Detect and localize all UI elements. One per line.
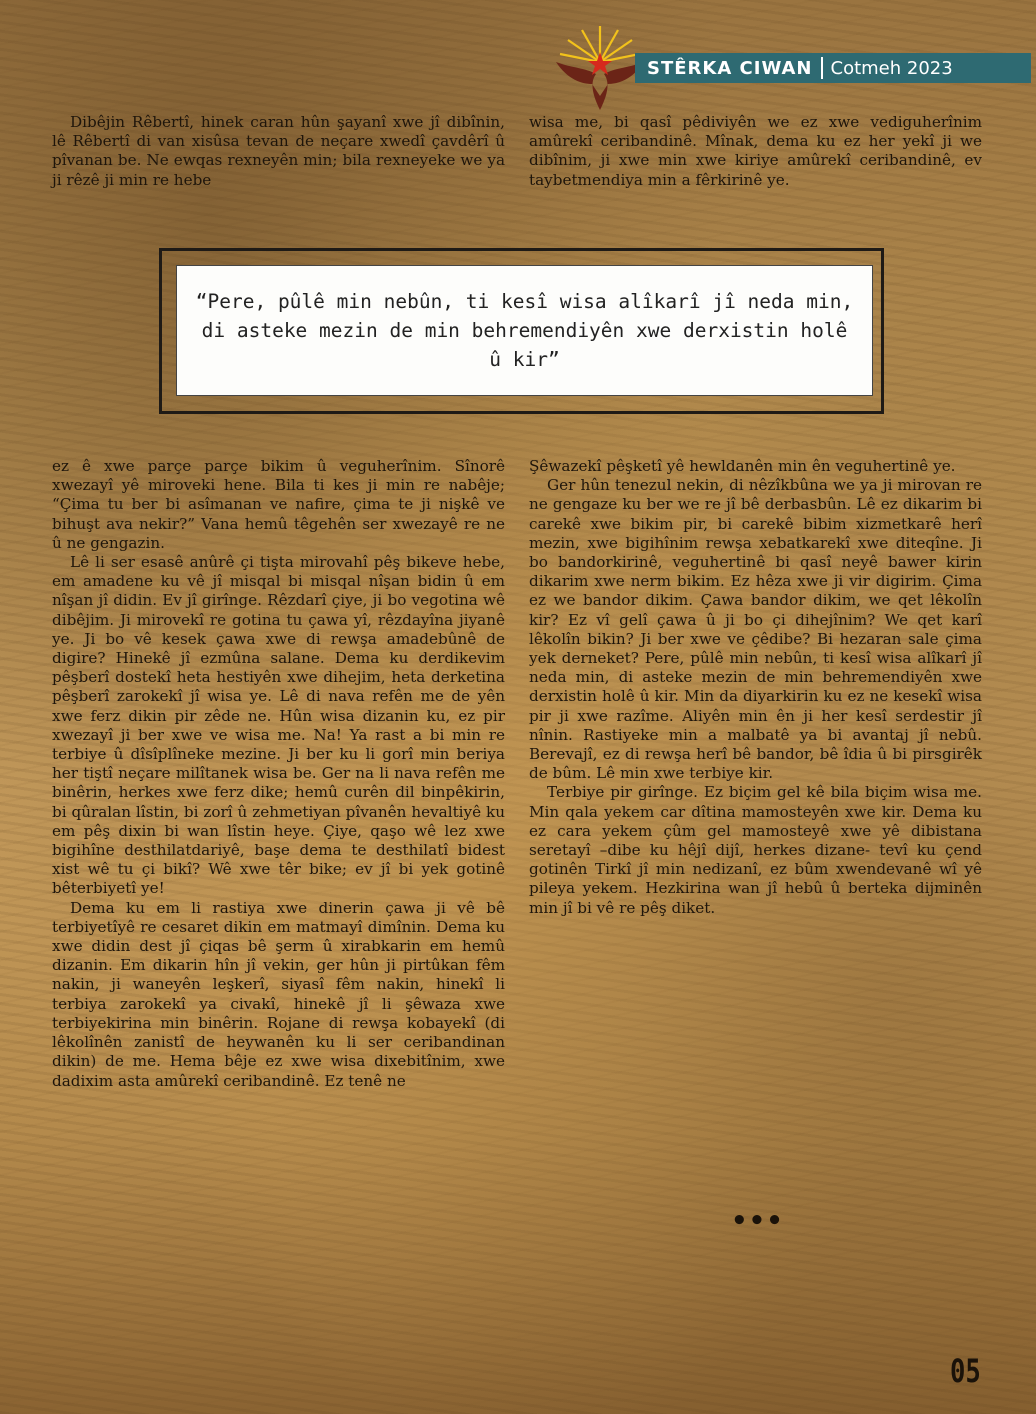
magazine-title: STÊRKA CIWAN: [647, 57, 813, 79]
issue-date: Cotmeh 2023: [830, 57, 953, 79]
pull-quote: [176, 265, 873, 396]
magazine-header-band: [635, 53, 1031, 83]
header-divider: [821, 57, 823, 79]
paragraph: Dema ku em li rastiya xwe dinerin çawa ji vê bê terbiyetîyê re cesaret dikin em matmayî dimînin. Dema ku xwe didin dest jî çiqas bê şerm û xirabkarin em hemû dizanin. Em dikarin hîn jî vekin, ger hûn ji pirtûkan fêm nakin, ji waneyên leşkerî, siyasî fêm nakin, hinekî li terbiya zarokekî ya civakî, hinekê jî li şêwaza xwe terbiyekirina min binêrin. Rojane di rewşa kobayekî (di lêkolînên zanistî de heywanên ku li ser ceribandinan dikin) de me. Hema bêje ez xwe wisa dixebitînim, xwe dadixim asta amûrekî ceribandinê. Ez tenê ne: [52, 898, 505, 1090]
paragraph: Terbiye pir girînge. Ez biçim gel kê bila biçim wisa me. Min qala yekem car dîtina mamosteyên xwe kir. Dema ku ez cara yekem çûm gel mamosteyê xwe yê dibistana seretayî –dibe ku hêjî dijî, herkes dizane- tevî ku çend gotinên Tirkî jî min nedizanî, ez bûm xwendevanê wî yê pileya yekem. Hezkirina wan jî hebû û berteka dijminên min jî bi vê re pêş diket.: [529, 783, 982, 917]
paragraph: Lê li ser esasê anûrê çi tiştа mirovahî pêş bikeve hebe, em amadene ku vê jî misqal bi misqal nîşan bidin û em nîşan jî didin. Ev jî girînge. Rêzdarî çiye, ji bo vegotina wê dibêjim. Ji mirovekî re gotina tu çawa yî, rêzdayîna jiyanê ye. Ji bo vê kesek çawa xwe di rewşa amadebûnê de digire? Hinekê jî ezmûna salane. Dema ku derdikevim pêşberî dostekî heta hestiyên xwe dihejim, heta derketina pêşberî zarokekî jî wisa ye. Lê di nava refên me de yên xwe ferz dikin pir zêde ne. Hûn wisa dizanin ku, ez pir xwezayî ji ber xwe ve wisa me. Na! Ya rast a bi min re terbiye û dîsîplîneke mezine. Ji ber ku li gorî min beriya her tiştî neçare milîtanek wisa be. Ger na li nava refên me binêrin, herkes xwe ferz dike; hemû curên dil binpêkirin, bi qûralan lîstin, bi zorî û zehmetiyan pîvanên hevaltiyê ku em pêş dixin bi wan lîstin heye. Çiye, qaşo wê lez xwe bigihîne desthilatdariyê, başe dema te desthilatî bidest xist wê tu çi bikî? Wê xwe têr bike; ev jî bi yek gotinê bêterbiyetî ye!: [52, 553, 505, 898]
paragraph: ez ê xwe parçe parçe bikim û veguherînim. Sînorê xwezayî yê miroveki hene. Bila ti kes ji min re nabêje; “Çima tu ber bi asîmanan ve nafire, çima te ji nişkê ve bihuşt ava nekir?” Vana hemû têgehên ser xwezayê re ne û ne gengazin.: [52, 457, 505, 552]
left-column: [52, 457, 505, 1091]
paragraph: Ger hûn tenezul nekin, di nêzîkbûna we ya ji mirovan re ne gengaze ku ber we re jî bê derbasbûn. Lê ez dikarim bi carekê xwe bikim pir, bi carekê bibim xizmetkarê herî mezin, xwe bigihînim rewşa xebatkarekî xwe diteqîne. Ji bo bandorkirinê, veguhertinê bi qasî neyê bawer kirin dikarim xwe nerm bikim. Ez hêza xwe ji vir digirim. Çima ez we bandor dikim. Çawa bandor dikim, we qet lêkolîn kir? Ez vî gelî çawa û ji bo çi dihejînim? We qet karî lêkolîn bikin? Ji ber xwe ve çêdibe? Bi hezaran sale çima yek derneket? Pere, pûlê min nebûn, ti kesî wisa alîkarî jî neda min, di asteke mezin de min behremendiyên xwe derxistin holê û kir. Min da diyarkirin ku ez ne kesekî wisa pir ji xwe razîme. Aliyên min ên ji her kesî serdestir jî nînin. Rastiyeke min a malbatê ya bi avantaj jî nebû. Berevajî, ez di rewşa herî bê bandor, bê îdia û bi pirsgirêk de bûm. Lê min xwe terbiye kir.: [529, 476, 982, 783]
article-end-mark: •••: [731, 1206, 784, 1236]
page-number: 05: [950, 1352, 981, 1390]
paragraph: wisa me, bi qasî pêdiviyên we ez xwe vediguherînim amûrekî ceribandinê. Mînak, dema ku ez her yekî ji we dibînim, ji xwe min xwe kiriye amûrekî ceribandinê, ev taybetmendiya min a fêrkirinê ye.: [529, 113, 982, 189]
top-right-paragraph: [529, 113, 982, 190]
paragraph: Şêwazekî pêşketî yê hewldanên min ên veguhertinê ye.: [529, 457, 956, 475]
paragraph: Dibêjin Rêbertî, hinek caran hûn şayanî xwe jî dibînin, lê Rêbertî di van xisûsa tevan de neçare xwedî çavdêrî û pîvanan be. Ne ewqas rexneyên min; bila rexneyeke we ya ji rêzê ji min re hebe: [52, 113, 505, 189]
pull-quote-text: “Pere, pûlê min nebûn, ti kesî wisa alîkarî jî neda min, di asteke mezin de min behremendiyên xwe derxistin holê û kir”: [195, 290, 854, 371]
right-column: [529, 457, 982, 918]
phoenix-star-emblem-icon: [552, 22, 648, 114]
top-left-paragraph: [52, 113, 505, 190]
